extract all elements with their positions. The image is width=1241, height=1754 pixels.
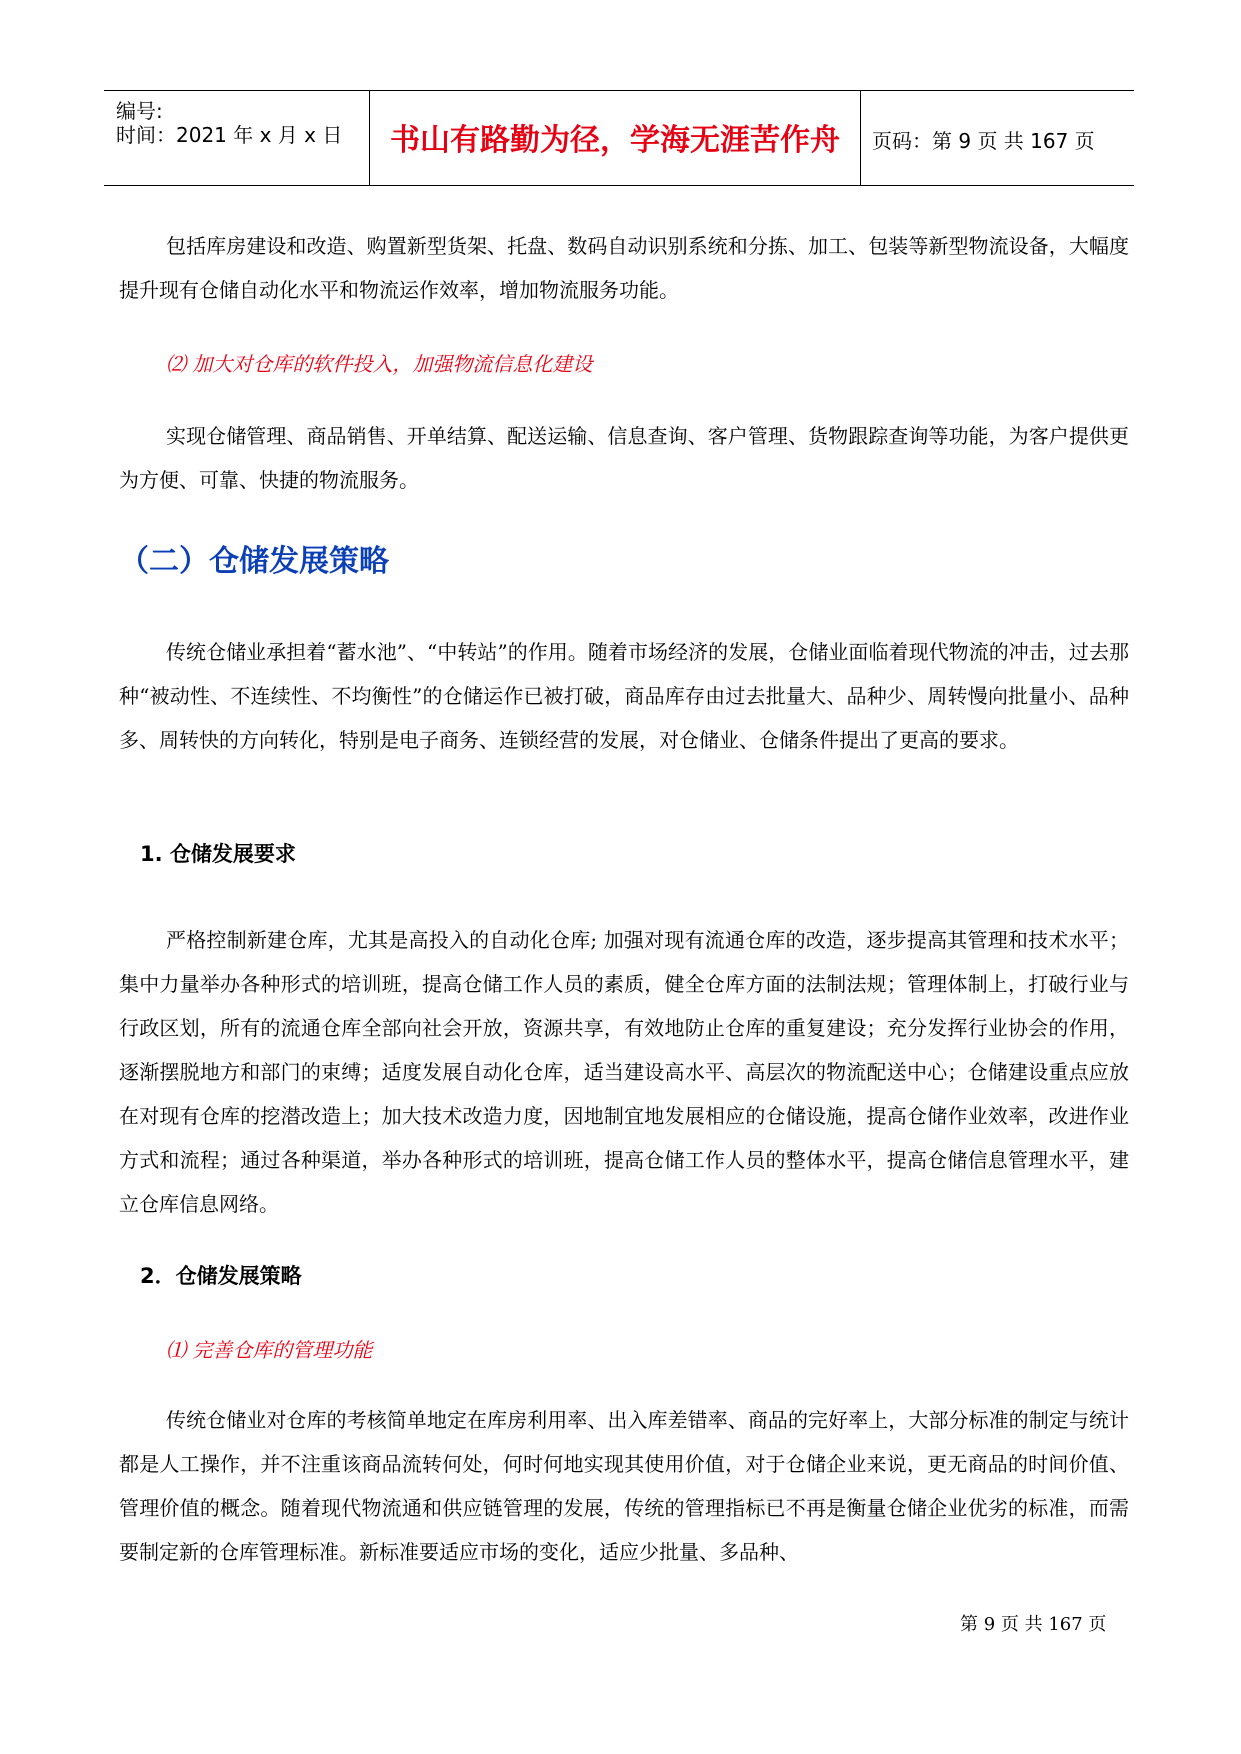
document-header bbox=[104, 90, 1134, 186]
page-footer: 第 9 页 共 167 页 bbox=[960, 1614, 1107, 1635]
header-left-cell bbox=[104, 91, 369, 185]
header-center-cell bbox=[369, 91, 861, 185]
heading-development-requirements: 1. 仓储发展要求 bbox=[140, 842, 296, 866]
subheading-software-investment: ⑵ 加大对仓库的软件投入，加强物流信息化建设 bbox=[166, 352, 593, 376]
paragraph-management-standards: 传统仓储业对仓库的考核简单地定在库房利用率、出入库差错率、商品的完好率上，大部分标准的制定与统计都是人工操作，并不注重该商品流转何处，何时何地实现其使用价值，对于仓储企业来说，更无商品的时间价值、管理价值的概念。随着现代物流通和供应链管理的发展，传统的管理指标已不再是衡量仓储企业优劣的标准，而需要制定新的仓库管理标准。新标准要适应市场的变化，适应少批量、多品种、 bbox=[119, 1408, 1129, 1564]
paragraph-software-functions: 实现仓储管理、商品销售、开单结算、配送运输、信息查询、客户管理、货物跟踪查询等功能，为客户提供更为方便、可靠、快捷的物流服务。 bbox=[119, 424, 1129, 492]
subheading-management-functions: ⑴ 完善仓库的管理功能 bbox=[166, 1338, 373, 1362]
section-heading: （二）仓储发展策略 bbox=[119, 544, 389, 579]
header-right-cell bbox=[860, 91, 1134, 185]
paragraph-requirements: 严格控制新建仓库，尤其是高投入的自动化仓库; 加强对现有流通仓库的改造，逐步提高其管理和技术水平；集中力量举办各种形式的培训班，提高仓储工作人员的素质，健全仓库方面的法制法规；管理体制上，打破行业与行政区划，所有的流通仓库全部向社会开放，资源共享，有效地防止仓库的重复建设；充分发挥行业协会的作用，逐渐摆脱地方和部门的束缚；适度发展自动化仓库，适当建设高水平、高层次的物流配送中心；仓储建设重点应放在对现有仓库的挖潜改造上；加大技术改造力度，因地制宜地发展相应的仓储设施，提高仓储作业效率，改进作业方式和流程；通过各种渠道，举办各种形式的培训班，提高仓储工作人员的整体水平，提高仓储信息管理水平，建立仓库信息网络。 bbox=[119, 928, 1129, 1216]
number-label: 编号: bbox=[116, 99, 163, 123]
paragraph-hardware-investment: 包括库房建设和改造、购置新型货架、托盘、数码自动识别系统和分拣、加工、包装等新型物流设备，大幅度提升现有仓储自动化水平和物流运作效率，增加物流服务功能。 bbox=[119, 234, 1129, 302]
header-page-info: 页码：第 9 页 共 167 页 bbox=[872, 129, 1095, 153]
heading-development-strategy: 2．仓储发展策略 bbox=[140, 1264, 302, 1288]
paragraph-traditional-warehousing: 传统仓储业承担着“蓄水池”、“中转站”的作用。随着市场经济的发展，仓储业面临着现代物流的冲击，过去那种“被动性、不连续性、不均衡性”的仓储运作已被打破，商品库存由过去批量大、品种少、周转慢向批量小、品种多、周转快的方向转化，特别是电子商务、连锁经营的发展，对仓储业、仓储条件提出了更高的要求。 bbox=[119, 640, 1129, 752]
header-motto: 书山有路勤为径，学海无涯苦作舟 bbox=[390, 123, 840, 158]
time-label: 时间：2021 年 x 月 x 日 bbox=[116, 123, 343, 147]
